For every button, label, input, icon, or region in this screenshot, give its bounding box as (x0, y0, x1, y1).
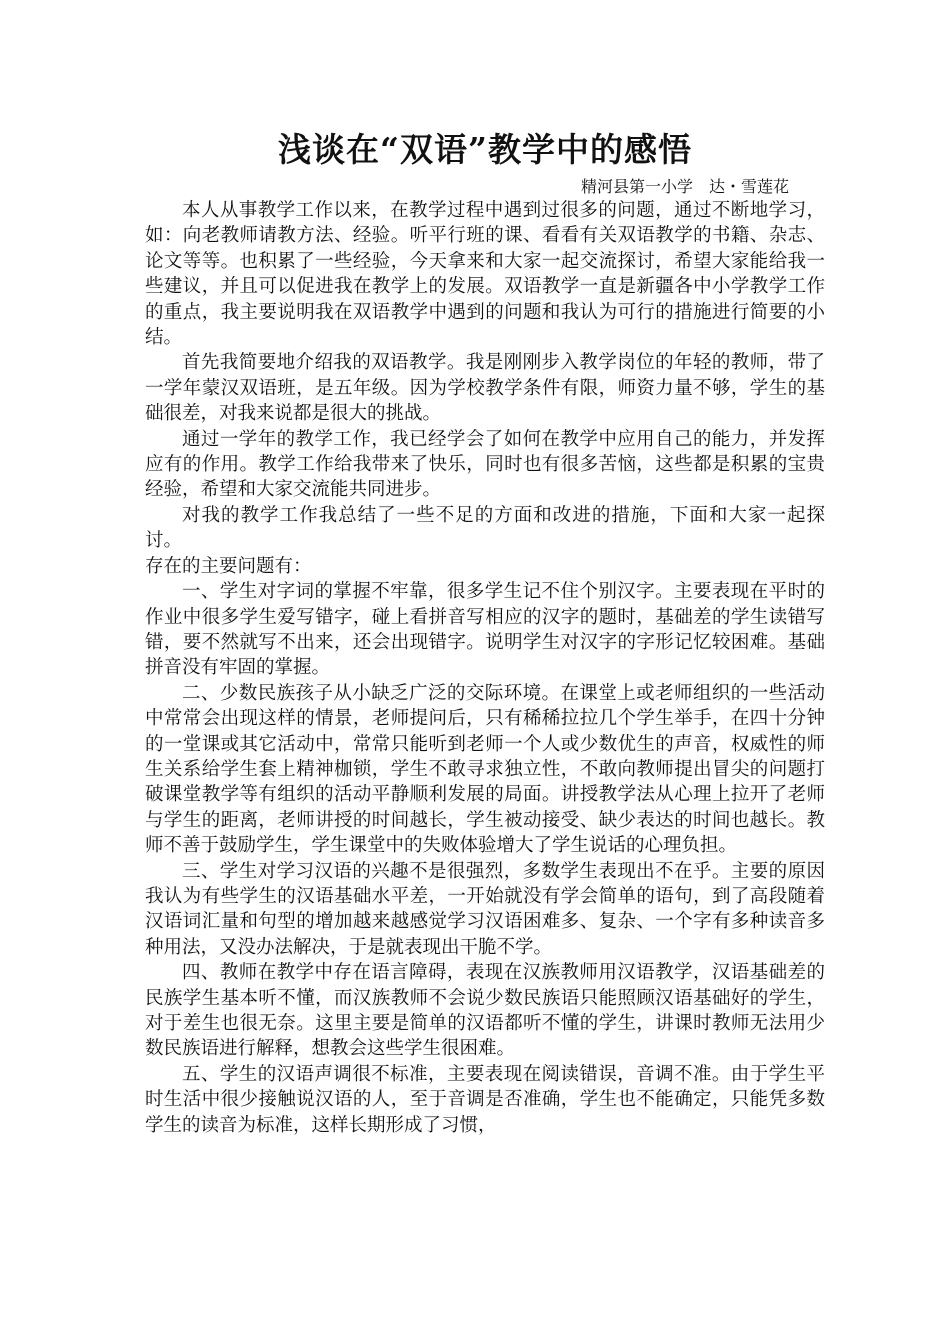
section-heading: 存在的主要问题有： (145, 555, 312, 577)
document-page (145, 128, 825, 1138)
paragraph: 本人从事教学工作以来，在教学过程中遇到过很多的问题，通过不断地学习，如：向老教师请教方法、经验。听平行班的课、看看有关双语教学的书籍、杂志、论文等等。也积累了一些经验，今天拿来和大家一起交流探讨，希望大家能给我一些建议，并且可以促进我在教学上的发展。双语教学一直是新疆各中小学教学工作的重点，我主要说明我在双语教学中遇到的问题和我认为可行的措施进行简要的小结。 (145, 200, 825, 349)
document-title: 浅谈在“双语”教学中的感悟 (278, 130, 692, 169)
paragraph: 五、学生的汉语声调很不标准，主要表现在阅读错误，音调不准。由于学生平时生活中很少接触说汉语的人，至于音调是否准确，学生也不能确定，只能凭多数学生的读音为标准，这样长期形成了习惯， (145, 1063, 825, 1136)
paragraph: 一、学生对字词的掌握不牢靠，很多学生记不住个别汉字。主要表现在平时的作业中很多学生爱写错字，碰上看拼音写相应的汉字的题时，基础差的学生读错写错，要不然就写不出来，还会出现错字。说明学生对汉字的字形记忆较困难。基础拼音没有牢固的掌握。 (145, 581, 825, 679)
paragraph: 三、学生对学习汉语的兴趣不是很强烈，多数学生表现出不在乎。主要的原因我认为有些学生的汉语基础水平差，一开始就没有学会简单的语句，到了高段随着汉语词汇量和句型的增加越来越感觉学习汉语困难多、复杂、一个字有多种读音多种用法，又没办法解决，于是就表现出干脆不学。 (145, 860, 825, 958)
paragraph: 首先我简要地介绍我的双语教学。我是刚刚步入教学岗位的年轻的教师，带了一学年蒙汉双语班，是五年级。因为学校教学条件有限，师资力量不够，学生的基础很差，对我来说都是很大的挑战。 (145, 352, 825, 425)
paragraph: 二、少数民族孩子从小缺乏广泛的交际环境。在课堂上或老师组织的一些活动中常常会出现这样的情景，老师提问后，只有稀稀拉拉几个学生举手，在四十分钟的一堂课或其它活动中，常常只能听到老师一个人或少数优生的声音，权威性的师生关系给学生套上精神枷锁，学生不敢寻求独立性，不敢向教师提出冒尖的问题打破课堂教学等有组织的活动平静顺利发展的局面。讲授教学法从心理上拉开了老师与学生的距离，老师讲授的时间越长，学生被动接受、缺少表达的时间也越长。教师不善于鼓励学生，学生课堂中的失败体验增大了学生说话的心理负担。 (145, 682, 825, 857)
paragraph: 四、教师在教学中存在语言障碍，表现在汉族教师用汉语教学，汉语基础差的民族学生基本听不懂，而汉族教师不会说少数民族语只能照顾汉语基础好的学生，对于差生也很无奈。这里主要是简单的汉语都听不懂的学生，讲课时教师无法用少数民族语进行解释，想教会这些学生很困难。 (145, 962, 825, 1060)
paragraph: 通过一学年的教学工作，我已经学会了如何在教学中应用自己的能力，并发挥应有的作用。教学工作给我带来了快乐，同时也有很多苦恼，这些都是积累的宝贵经验，希望和大家交流能共同进步。 (145, 428, 825, 501)
author-byline: 精河县第一小学 达・雪莲花 (580, 177, 789, 196)
paragraph: 对我的教学工作我总结了一些不足的方面和改进的措施，下面和大家一起探讨。 (145, 504, 825, 552)
document-body (145, 198, 825, 1138)
